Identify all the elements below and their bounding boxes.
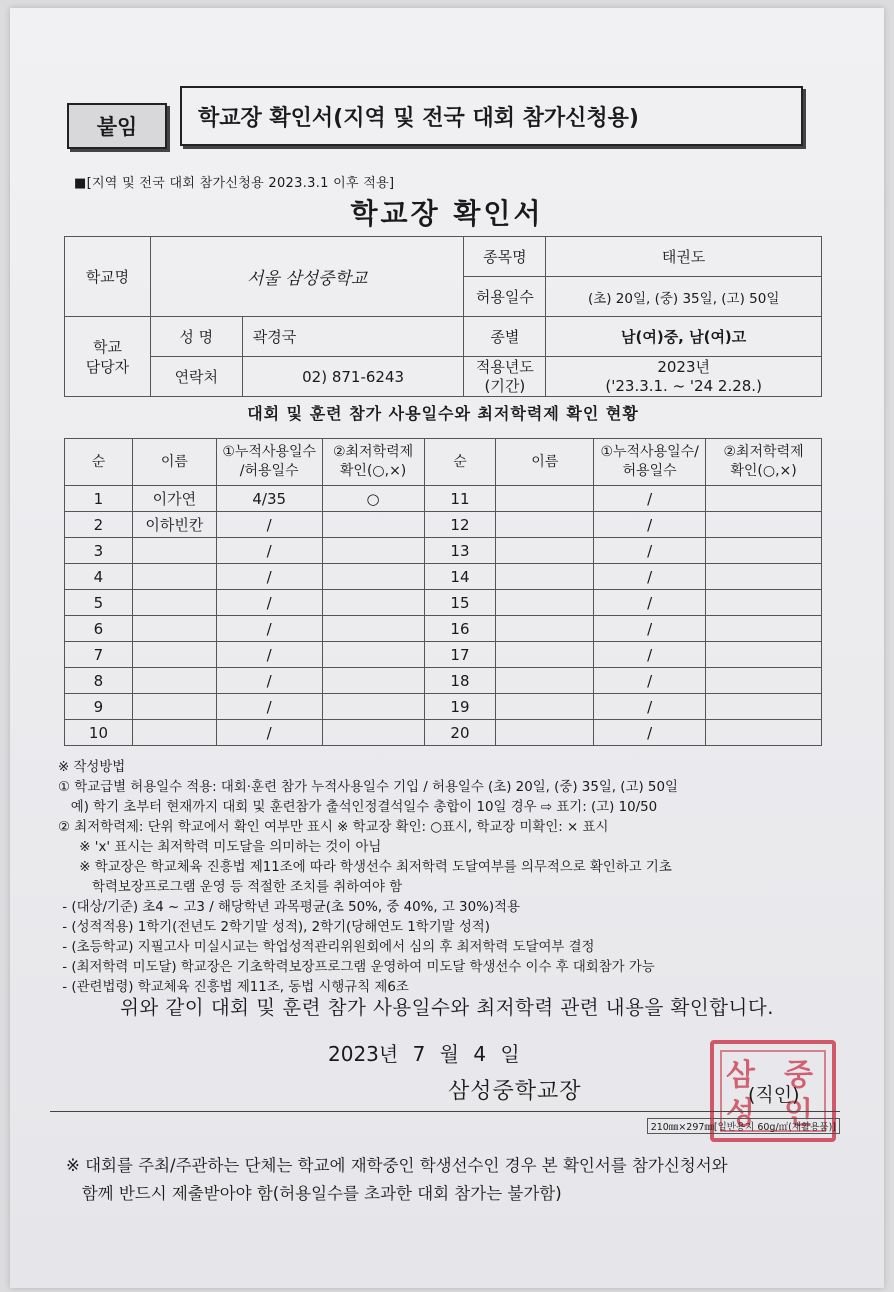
note-line: - (성적적용) 1학기(전년도 2학기말 성적), 2학기(당해연도 1학기말 성적) (58, 920, 490, 935)
row-days-right: / (594, 720, 706, 746)
row-academic-right (706, 694, 822, 720)
year-value-line1: 2023년 (657, 357, 710, 376)
contact-value: 02) 871-6243 (242, 357, 464, 397)
row-academic-right (706, 512, 822, 538)
note-line: ① 학교급별 허용일수 적용: 대회·훈련 참가 누적사용일수 기입 / 허용일수 (초) 20일, (중) 35일, (고) 50일 (58, 780, 678, 795)
status-table (64, 438, 822, 746)
note-line: - (초등학교) 지필고사 미실시교는 학업성적관리위원회에서 심의 후 최저학력 도달여부 결정 (58, 940, 595, 955)
row-academic (322, 720, 424, 746)
row-no: 8 (65, 668, 133, 694)
year-value (546, 357, 822, 397)
note-line: ※ 작성방법 (58, 760, 126, 775)
row-days: / (216, 512, 322, 538)
row-days: / (216, 564, 322, 590)
col-days: ①누적사용일수 /허용일수 (216, 439, 322, 486)
row-academic-right (706, 538, 822, 564)
note-line: ※ 'x' 표시는 최저학력 미도달을 의미하는 것이 아님 (58, 840, 382, 855)
row-name-right (496, 720, 594, 746)
row-no: 5 (65, 590, 133, 616)
col-no: 순 (65, 439, 133, 486)
applicability-note: ■[지역 및 전국 대회 참가신청용 2023.3.1 이후 적용] (74, 176, 395, 191)
row-no: 6 (65, 616, 133, 642)
row-days-right: / (594, 590, 706, 616)
row-no-right: 19 (424, 694, 496, 720)
manager-label (65, 317, 151, 397)
manager-label-line2: 담당자 (85, 357, 130, 376)
row-name: 이하빈칸 (132, 512, 216, 538)
note-line: - (관련법령) 학교체육 진흥법 제11조, 동법 시행규칙 제6조 (58, 980, 409, 995)
table-row (65, 564, 822, 590)
table-row (65, 512, 822, 538)
row-name (132, 616, 216, 642)
section-title: 대회 및 훈련 참가 사용일수와 최저학력제 확인 현황 (247, 404, 639, 423)
row-no: 3 (65, 538, 133, 564)
school-name-label: 학교명 (65, 237, 151, 317)
row-days-right: / (594, 512, 706, 538)
allowed-days-label: 허용일수 (464, 277, 546, 317)
row-no-right: 17 (424, 642, 496, 668)
seal-glyph: 삼 (726, 1058, 755, 1093)
row-academic: ○ (322, 486, 424, 512)
row-name-right (496, 486, 594, 512)
row-no-right: 20 (424, 720, 496, 746)
row-no: 1 (65, 486, 133, 512)
row-academic-right (706, 668, 822, 694)
name-label: 성 명 (150, 317, 242, 357)
row-name-right (496, 668, 594, 694)
table-row (65, 538, 822, 564)
row-name-right (496, 564, 594, 590)
name-value: 곽경국 (242, 317, 464, 357)
row-academic (322, 642, 424, 668)
table-row (65, 616, 822, 642)
year-label (464, 357, 546, 397)
gender-value: 남(여)중, 남(여)고 (546, 317, 822, 357)
note-line: - (대상/기준) 초4 ~ 고3 / 해당학년 과목평균(초 50%, 중 40%, 고 30%)적용 (58, 900, 520, 915)
note-line: 예) 학기 초부터 현재까지 대회 및 훈련참가 출석인정결석일수 총합이 10일 경우 ⇨ 표기: (고) 10/50 (58, 800, 658, 815)
header-title: 학교장 확인서(지역 및 전국 대회 참가신청용) (180, 86, 803, 146)
seal-glyph: 성 (726, 1096, 755, 1131)
row-no: 2 (65, 512, 133, 538)
row-days: / (216, 590, 322, 616)
year-label-line1: 적용년도 (475, 357, 534, 376)
row-academic-right (706, 642, 822, 668)
seal-glyph: 인 (784, 1096, 813, 1131)
writing-instructions (58, 758, 848, 998)
col-no-right: 순 (424, 439, 496, 486)
note-line: ※ 학교장은 학교체육 진흥법 제11조에 따라 학생선수 최저학력 도달여부를 의무적으로 확인하고 기초 (58, 860, 672, 875)
row-days-right: / (594, 564, 706, 590)
col-academic: ②최저학력제 확인(○,×) (322, 439, 424, 486)
allowed-days-value: (초) 20일, (중) 35일, (고) 50일 (546, 277, 822, 317)
note-line: ② 최저학력제: 단위 학교에서 확인 여부만 표시 ※ 학교장 확인: ○표시, 학교장 미확인: × 표시 (58, 820, 609, 835)
row-name-right (496, 538, 594, 564)
manager-label-line1: 학교 (92, 337, 122, 356)
table-row (65, 720, 822, 746)
row-name-right (496, 590, 594, 616)
row-academic (322, 538, 424, 564)
row-no: 4 (65, 564, 133, 590)
row-academic (322, 668, 424, 694)
col-name-right: 이름 (496, 439, 594, 486)
col-name: 이름 (132, 439, 216, 486)
row-name (132, 720, 216, 746)
note-line: 학력보장프로그램 운영 등 적절한 조치를 취하여야 함 (58, 880, 403, 895)
row-name-right (496, 642, 594, 668)
row-academic-right (706, 590, 822, 616)
gender-label: 종별 (464, 317, 546, 357)
row-academic-right (706, 616, 822, 642)
row-name (132, 694, 216, 720)
row-no-right: 12 (424, 512, 496, 538)
note-line: - (최저학력 미도달) 학교장은 기초학력보장프로그램 운영하여 미도달 학생선수 이수 후 대회참가 가능 (58, 960, 655, 975)
row-days-right: / (594, 668, 706, 694)
row-name (132, 668, 216, 694)
row-days: / (216, 720, 322, 746)
table-body (65, 486, 822, 746)
row-no: 10 (65, 720, 133, 746)
row-no-right: 11 (424, 486, 496, 512)
row-academic (322, 512, 424, 538)
document-page (10, 8, 884, 1288)
col-academic-right: ②최저학력제 확인(○,×) (706, 439, 822, 486)
row-academic-right (706, 564, 822, 590)
row-no-right: 13 (424, 538, 496, 564)
row-name (132, 538, 216, 564)
school-name-value: 서울 삼성중학교 (150, 237, 464, 317)
row-days-right: / (594, 694, 706, 720)
row-name: 이가연 (132, 486, 216, 512)
row-name (132, 590, 216, 616)
row-academic-right (706, 720, 822, 746)
row-no-right: 15 (424, 590, 496, 616)
row-days: / (216, 538, 322, 564)
seal-label: (직인) (748, 1084, 800, 1106)
year-label-line2: (기간) (484, 376, 526, 395)
col-days-right: ①누적사용일수/ 허용일수 (594, 439, 706, 486)
school-info-table (64, 236, 822, 397)
sport-label: 종목명 (464, 237, 546, 277)
row-name (132, 564, 216, 590)
row-no: 7 (65, 642, 133, 668)
row-days: / (216, 668, 322, 694)
sport-value: 태권도 (546, 237, 822, 277)
row-no-right: 16 (424, 616, 496, 642)
row-days: / (216, 694, 322, 720)
seal-glyph: 중 (784, 1058, 813, 1093)
document-title: 학교장 확인서 (350, 197, 544, 230)
row-academic (322, 694, 424, 720)
row-days-right: / (594, 486, 706, 512)
footer-line: 함께 반드시 제출받아야 함(허용일수를 초과한 대회 참가는 불가함) (66, 1184, 562, 1203)
row-no: 9 (65, 694, 133, 720)
footer-note (66, 1152, 846, 1208)
footer-line: ※ 대회를 주최/주관하는 단체는 학교에 재학중인 학생선수인 경우 본 확인서를 참가신청서와 (66, 1156, 728, 1175)
row-days: 4/35 (216, 486, 322, 512)
row-days-right: / (594, 642, 706, 668)
row-academic (322, 616, 424, 642)
contact-label: 연락처 (150, 357, 242, 397)
divider (50, 1111, 840, 1112)
row-name-right (496, 694, 594, 720)
table-row (65, 694, 822, 720)
paper-size-note: 210㎜×297㎜[일반용지 60g/㎡(재활용품)] (647, 1118, 840, 1134)
table-row (65, 486, 822, 512)
row-name-right (496, 616, 594, 642)
row-academic (322, 590, 424, 616)
row-academic-right (706, 486, 822, 512)
row-name-right (496, 512, 594, 538)
row-no-right: 18 (424, 668, 496, 694)
row-days-right: / (594, 538, 706, 564)
principal-title: 삼성중학교장 (448, 1079, 582, 1104)
table-row (65, 590, 822, 616)
row-no-right: 14 (424, 564, 496, 590)
table-row (65, 642, 822, 668)
row-days-right: / (594, 616, 706, 642)
row-name (132, 642, 216, 668)
row-days: / (216, 616, 322, 642)
confirmation-statement: 위와 같이 대회 및 훈련 참가 사용일수와 최저학력 관련 내용을 확인합니다. (120, 996, 774, 1019)
attachment-label: 붙임 (67, 103, 167, 149)
issue-date: 2023년 7 월 4 일 (328, 1042, 520, 1066)
row-days: / (216, 642, 322, 668)
row-academic (322, 564, 424, 590)
year-value-line2: ('23.3.1. ~ '24 2.28.) (605, 376, 762, 395)
table-row (65, 668, 822, 694)
